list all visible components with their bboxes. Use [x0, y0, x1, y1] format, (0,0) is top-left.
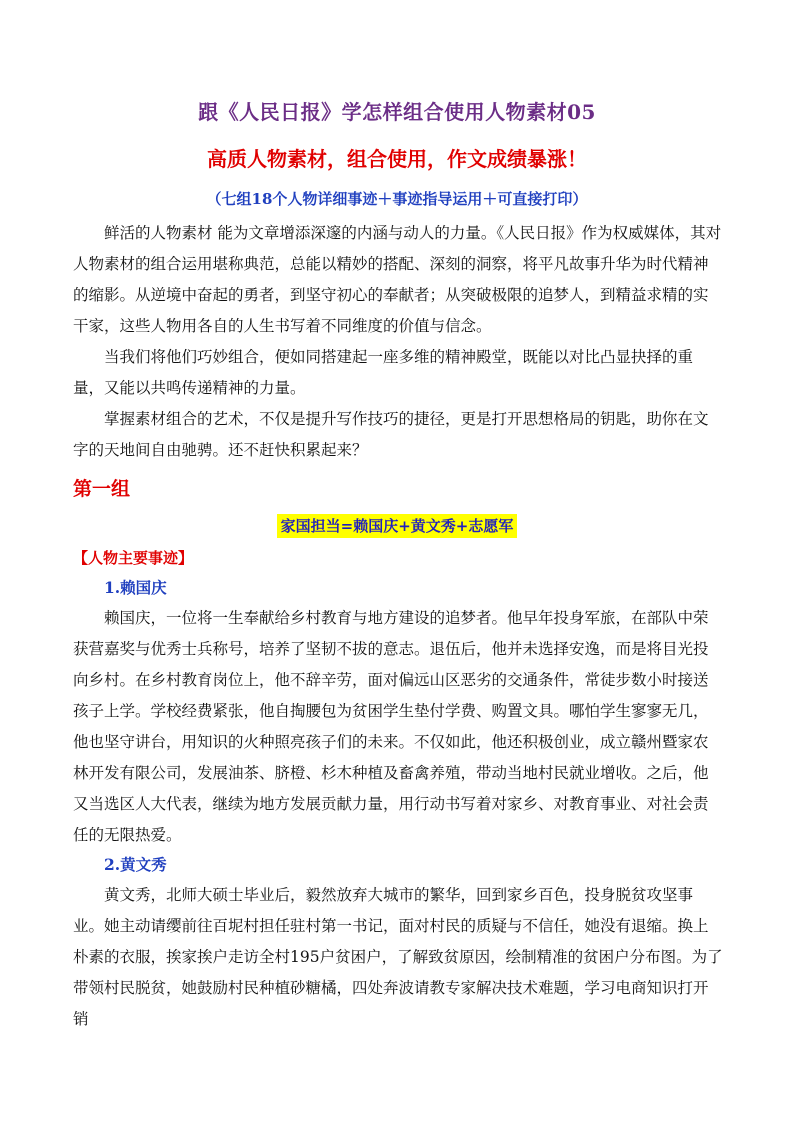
page-note: （七组18个人物详细事迹＋事迹指导运用＋可直接打印）: [206, 190, 588, 208]
page-title: 跟《人民日报》学怎样组合使用人物素材05: [198, 100, 596, 124]
intro-paragraph: 当我们将他们巧妙组合，便如同搭建起一座多维的精神殿堂，既能以对比凸显抉择的重量，又能以共鸣传递精神的力量。: [73, 348, 694, 397]
person-name: 2.黄文秀: [104, 855, 167, 874]
person-name: 1.赖国庆: [104, 578, 167, 597]
intro-paragraph: 掌握素材组合的艺术，不仅是提升写作技巧的捷径，更是打开思想格局的钥匙，助你在文字的天地间自由驰骋。还不赶快积累起来？: [73, 410, 709, 459]
person-bio-text: 赖国庆，一位将一生奉献给乡村教育与地方建设的追梦者。他早年投身军旅，在部队中荣获营嘉奖与优秀士兵称号，培养了坚韧不拔的意志。退伍后，他并未选择安逸，而是将目光投向乡村。在乡村教育岗位上，他不辞辛劳，面对偏远山区恶劣的交通条件，常徒步数小时接送孩子上学。学校经费紧张，他自掏腰包为贫困学生垫付学费、购置文具。哪怕学生寥寥无几，他也坚守讲台，用知识的火种照亮孩子们的未来。不仅如此，他还积极创业，成立赣州暨家农林开发有限公司，发展油茶、脐橙、杉木种植及畜禽养殖，带动当地村民就业增收。之后，他又当选区人大代表，继续为地方发展贡献力量，用行动书写着对家乡、对教育事业、对社会责任的无限热爱。: [73, 609, 709, 844]
page-subtitle: 高质人物素材，组合使用，作文成绩暴涨！: [207, 147, 587, 171]
group-theme-row: [0, 514, 794, 538]
intro-section: [73, 218, 723, 466]
section-label: 【人物主要事迹】: [73, 549, 194, 567]
person-bio-text: 黄文秀，北师大硕士毕业后，毅然放弃大城市的繁华，回到家乡百色，投身脱贫攻坚事业。她主动请缨前往百坭村担任驻村第一书记，面对村民的质疑与不信任，她没有退缩。换上朴素的衣服，挨家挨户走访全村195户贫困户，了解致贫原因，绘制精准的贫困户分布图。为了带领村民脱贫，她鼓励村民种植砂糖橘，四处奔波请教专家解决技术难题，学习电商知识打开销: [73, 886, 723, 1028]
group-title: 第一组: [73, 478, 131, 500]
person-bio: [73, 880, 723, 1035]
group-theme: 家国担当=赖国庆+黄文秀+志愿军: [277, 514, 518, 538]
intro-paragraph: 鲜活的人物素材 能为文章增添深邃的内涵与动人的力量。《人民日报》作为权威媒体，其对人物素材的组合运用堪称典范，总能以精妙的搭配、深刻的洞察，将平凡故事升华为时代精神的缩影。从逆境中奋起的勇者，到坚守初心的奉献者；从突破极限的追梦人，到精益求精的实干家，这些人物用各自的人生书写着不同维度的价值与信念。: [73, 224, 722, 335]
person-bio: [73, 603, 723, 851]
